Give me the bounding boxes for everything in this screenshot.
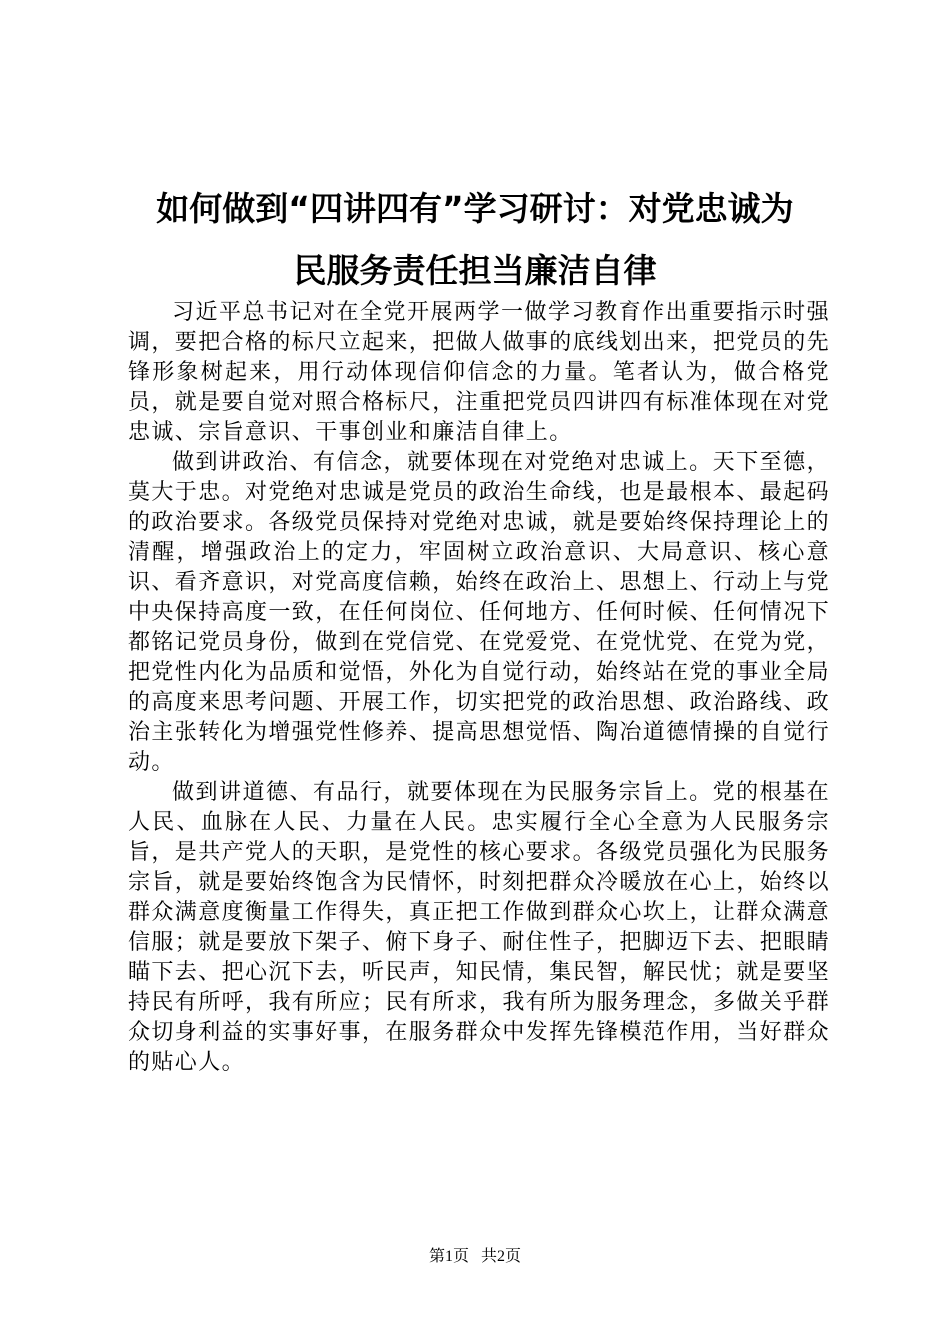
paragraph-service: 做到讲道德、有品行，就要体现在为民服务宗旨上。党的根基在人民、血脉在人民、力量在人民。忠实履行全心全意为人民服务宗旨，是共产党人的天职，是党性的核心要求。各级党员强化为民服务宗旨，就是要始终饱含为民情怀，时刻把群众冷暖放在心上，始终以群众满意度衡量工作得失，真正把工作做到群众心坎上，让群众满意信服；就是要放下架子、俯下身子、耐住性子，把脚迈下去、把眼睛瞄下去、把心沉下去，听民声，知民情，集民智，解民忧；就是要坚持民有所呼，我有所应；民有所求，我有所为服务理念，多做关乎群众切身利益的实事好事，在服务群众中发挥先锋模范作用，当好群众的贴心人。 [128, 780, 831, 1075]
document-title [100, 178, 850, 302]
title-line-2: 民服务责任担当廉洁自律 [293, 251, 657, 290]
paragraph-intro: 习近平总书记对在全党开展两学一做学习教育作出重要指示时强调，要把合格的标尺立起来，把做人做事的底线划出来，把党员的先锋形象树起来，用行动体现信仰信念的力量。笔者认为，做合格党员，就是要自觉对照合格标尺，注重把党员四讲四有标准体现在对党忠诚、宗旨意识、干事创业和廉洁自律上。 [128, 300, 831, 445]
page-number-current: 第1页 [428, 1248, 469, 1265]
page-footer [0, 1247, 950, 1267]
page-number-total: 共2页 [481, 1248, 522, 1265]
title-line-1: 如何做到“四讲四有”学习研讨：对党忠诚为 [156, 189, 794, 228]
document-body [128, 298, 830, 1078]
paragraph-loyalty: 做到讲政治、有信念，就要体现在对党绝对忠诚上。天下至德，莫大于忠。对党绝对忠诚是党员的政治生命线，也是最根本、最起码的政治要求。各级党员保持对党绝对忠诚，就是要始终保持理论上的清醒，增强政治上的定力，牢固树立政治意识、大局意识、核心意识、看齐意识，对党高度信赖，始终在政治上、思想上、行动上与党中央保持高度一致，在任何岗位、任何地方、任何时候、任何情况下都铭记党员身份，做到在党信党、在党爱党、在党忧党、在党为党，把党性内化为品质和觉悟，外化为自觉行动，始终站在党的事业全局的高度来思考问题、开展工作，切实把党的政治思想、政治路线、政治主张转化为增强党性修养、提高思想觉悟、陶冶道德情操的自觉行动。 [128, 450, 831, 775]
